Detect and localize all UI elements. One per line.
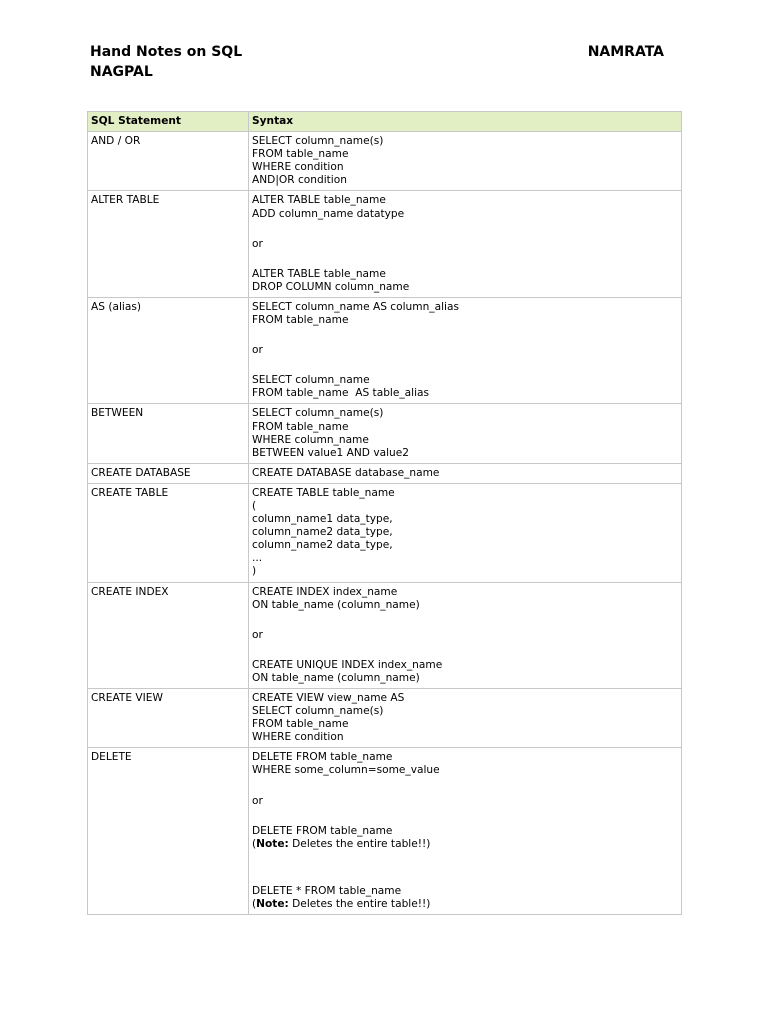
blank-line — [252, 221, 678, 238]
syntax-line: ... — [252, 552, 263, 565]
syntax-line: FROM table_name — [252, 314, 349, 327]
syntax-line: SELECT column_name — [252, 374, 370, 387]
note-text: Deletes the entire table!!) — [288, 837, 431, 850]
syntax-line: or — [252, 344, 263, 357]
syntax-cell — [249, 191, 682, 297]
blank-line — [252, 642, 678, 659]
table-row — [88, 689, 682, 748]
syntax-line: CREATE VIEW view_name AS — [252, 692, 405, 704]
sql-statement-cell: AND / OR — [88, 132, 249, 191]
document-header — [90, 42, 666, 82]
syntax-line: ( — [252, 499, 257, 512]
table-row — [88, 582, 682, 688]
table-row — [88, 132, 682, 191]
sql-statement-cell: CREATE INDEX — [88, 582, 249, 688]
syntax-line: SELECT column_name AS column_alias — [252, 300, 459, 313]
syntax-cell — [249, 582, 682, 688]
syntax-line: SELECT column_name(s) — [252, 705, 384, 718]
syntax-line: FROM table_name — [252, 420, 349, 433]
syntax-line: DELETE FROM table_name — [252, 751, 393, 764]
syntax-line: FROM table_name — [252, 718, 349, 731]
blank-line — [252, 357, 678, 374]
blank-line — [252, 612, 678, 629]
note-line — [252, 838, 678, 851]
syntax-cell — [249, 404, 682, 463]
syntax-line: DROP COLUMN column_name — [252, 280, 410, 293]
note-text: Deletes the entire table!!) — [288, 897, 431, 910]
table-row — [88, 463, 682, 483]
table-header-row — [88, 112, 682, 132]
syntax-line: WHERE condition — [252, 161, 344, 174]
author-first-name: NAMRATA — [587, 44, 664, 60]
sql-statement-cell: CREATE TABLE — [88, 483, 249, 582]
syntax-line: WHERE some_column=some_value — [252, 764, 440, 777]
blank-line — [252, 778, 678, 795]
syntax-line: column_name1 data_type, — [252, 513, 393, 526]
syntax-line: ADD column_name datatype — [252, 207, 405, 220]
note-line — [252, 898, 678, 911]
sql-statement-cell: ALTER TABLE — [88, 191, 249, 297]
note-paren: ( — [252, 897, 257, 910]
sql-statement-cell: DELETE — [88, 748, 249, 915]
syntax-line: column_name2 data_type, — [252, 539, 393, 552]
sql-statement-cell: AS (alias) — [88, 297, 249, 403]
syntax-cell — [249, 483, 682, 582]
syntax-line: SELECT column_name(s) — [252, 407, 384, 420]
blank-line — [252, 808, 678, 825]
syntax-line: or — [252, 628, 263, 641]
syntax-cell — [249, 689, 682, 748]
blank-line — [252, 327, 678, 344]
document-title: Hand Notes on SQL — [90, 44, 243, 60]
syntax-line: ON table_name (column_name) — [252, 671, 420, 684]
column-header-statement: SQL Statement — [88, 112, 249, 132]
table-row — [88, 191, 682, 297]
syntax-line: ALTER TABLE table_name — [252, 267, 386, 280]
column-header-syntax: Syntax — [249, 112, 682, 132]
syntax-line: DELETE * FROM table_name — [252, 884, 402, 897]
syntax-line: ON table_name (column_name) — [252, 598, 420, 611]
syntax-line: FROM table_name — [252, 148, 349, 161]
note-label: Note: — [256, 897, 289, 910]
syntax-line: BETWEEN value1 AND value2 — [252, 446, 410, 459]
syntax-line: CREATE DATABASE database_name — [252, 466, 440, 479]
syntax-line: column_name2 data_type, — [252, 526, 393, 539]
note-label: Note: — [256, 837, 289, 850]
syntax-line: CREATE TABLE table_name — [252, 486, 395, 499]
syntax-line: ALTER TABLE table_name — [252, 194, 386, 207]
sql-statement-cell: CREATE VIEW — [88, 689, 249, 748]
syntax-line: WHERE column_name — [252, 433, 369, 446]
syntax-cell — [249, 463, 682, 483]
syntax-cell — [249, 297, 682, 403]
sql-statement-cell: BETWEEN — [88, 404, 249, 463]
syntax-line: AND|OR condition — [252, 174, 347, 187]
syntax-cell — [249, 132, 682, 191]
syntax-cell — [249, 748, 682, 915]
author-last-name: NAGPAL — [90, 64, 153, 80]
syntax-line: SELECT column_name(s) — [252, 135, 384, 148]
blank-line — [252, 851, 678, 868]
table-row — [88, 297, 682, 403]
table-row — [88, 404, 682, 463]
syntax-line: CREATE INDEX index_name — [252, 585, 398, 598]
syntax-line: FROM table_name AS table_alias — [252, 387, 430, 400]
syntax-line: ) — [252, 565, 257, 578]
note-paren: ( — [252, 837, 257, 850]
syntax-line: WHERE condition — [252, 731, 344, 744]
table-row — [88, 748, 682, 915]
blank-line — [252, 251, 678, 268]
syntax-line: or — [252, 237, 263, 250]
syntax-line: or — [252, 794, 263, 807]
sql-syntax-table — [87, 111, 682, 915]
sql-statement-cell: CREATE DATABASE — [88, 463, 249, 483]
table-row — [88, 483, 682, 582]
syntax-line: DELETE FROM table_name — [252, 824, 393, 837]
syntax-line: CREATE UNIQUE INDEX index_name — [252, 658, 443, 671]
blank-line — [252, 868, 678, 885]
